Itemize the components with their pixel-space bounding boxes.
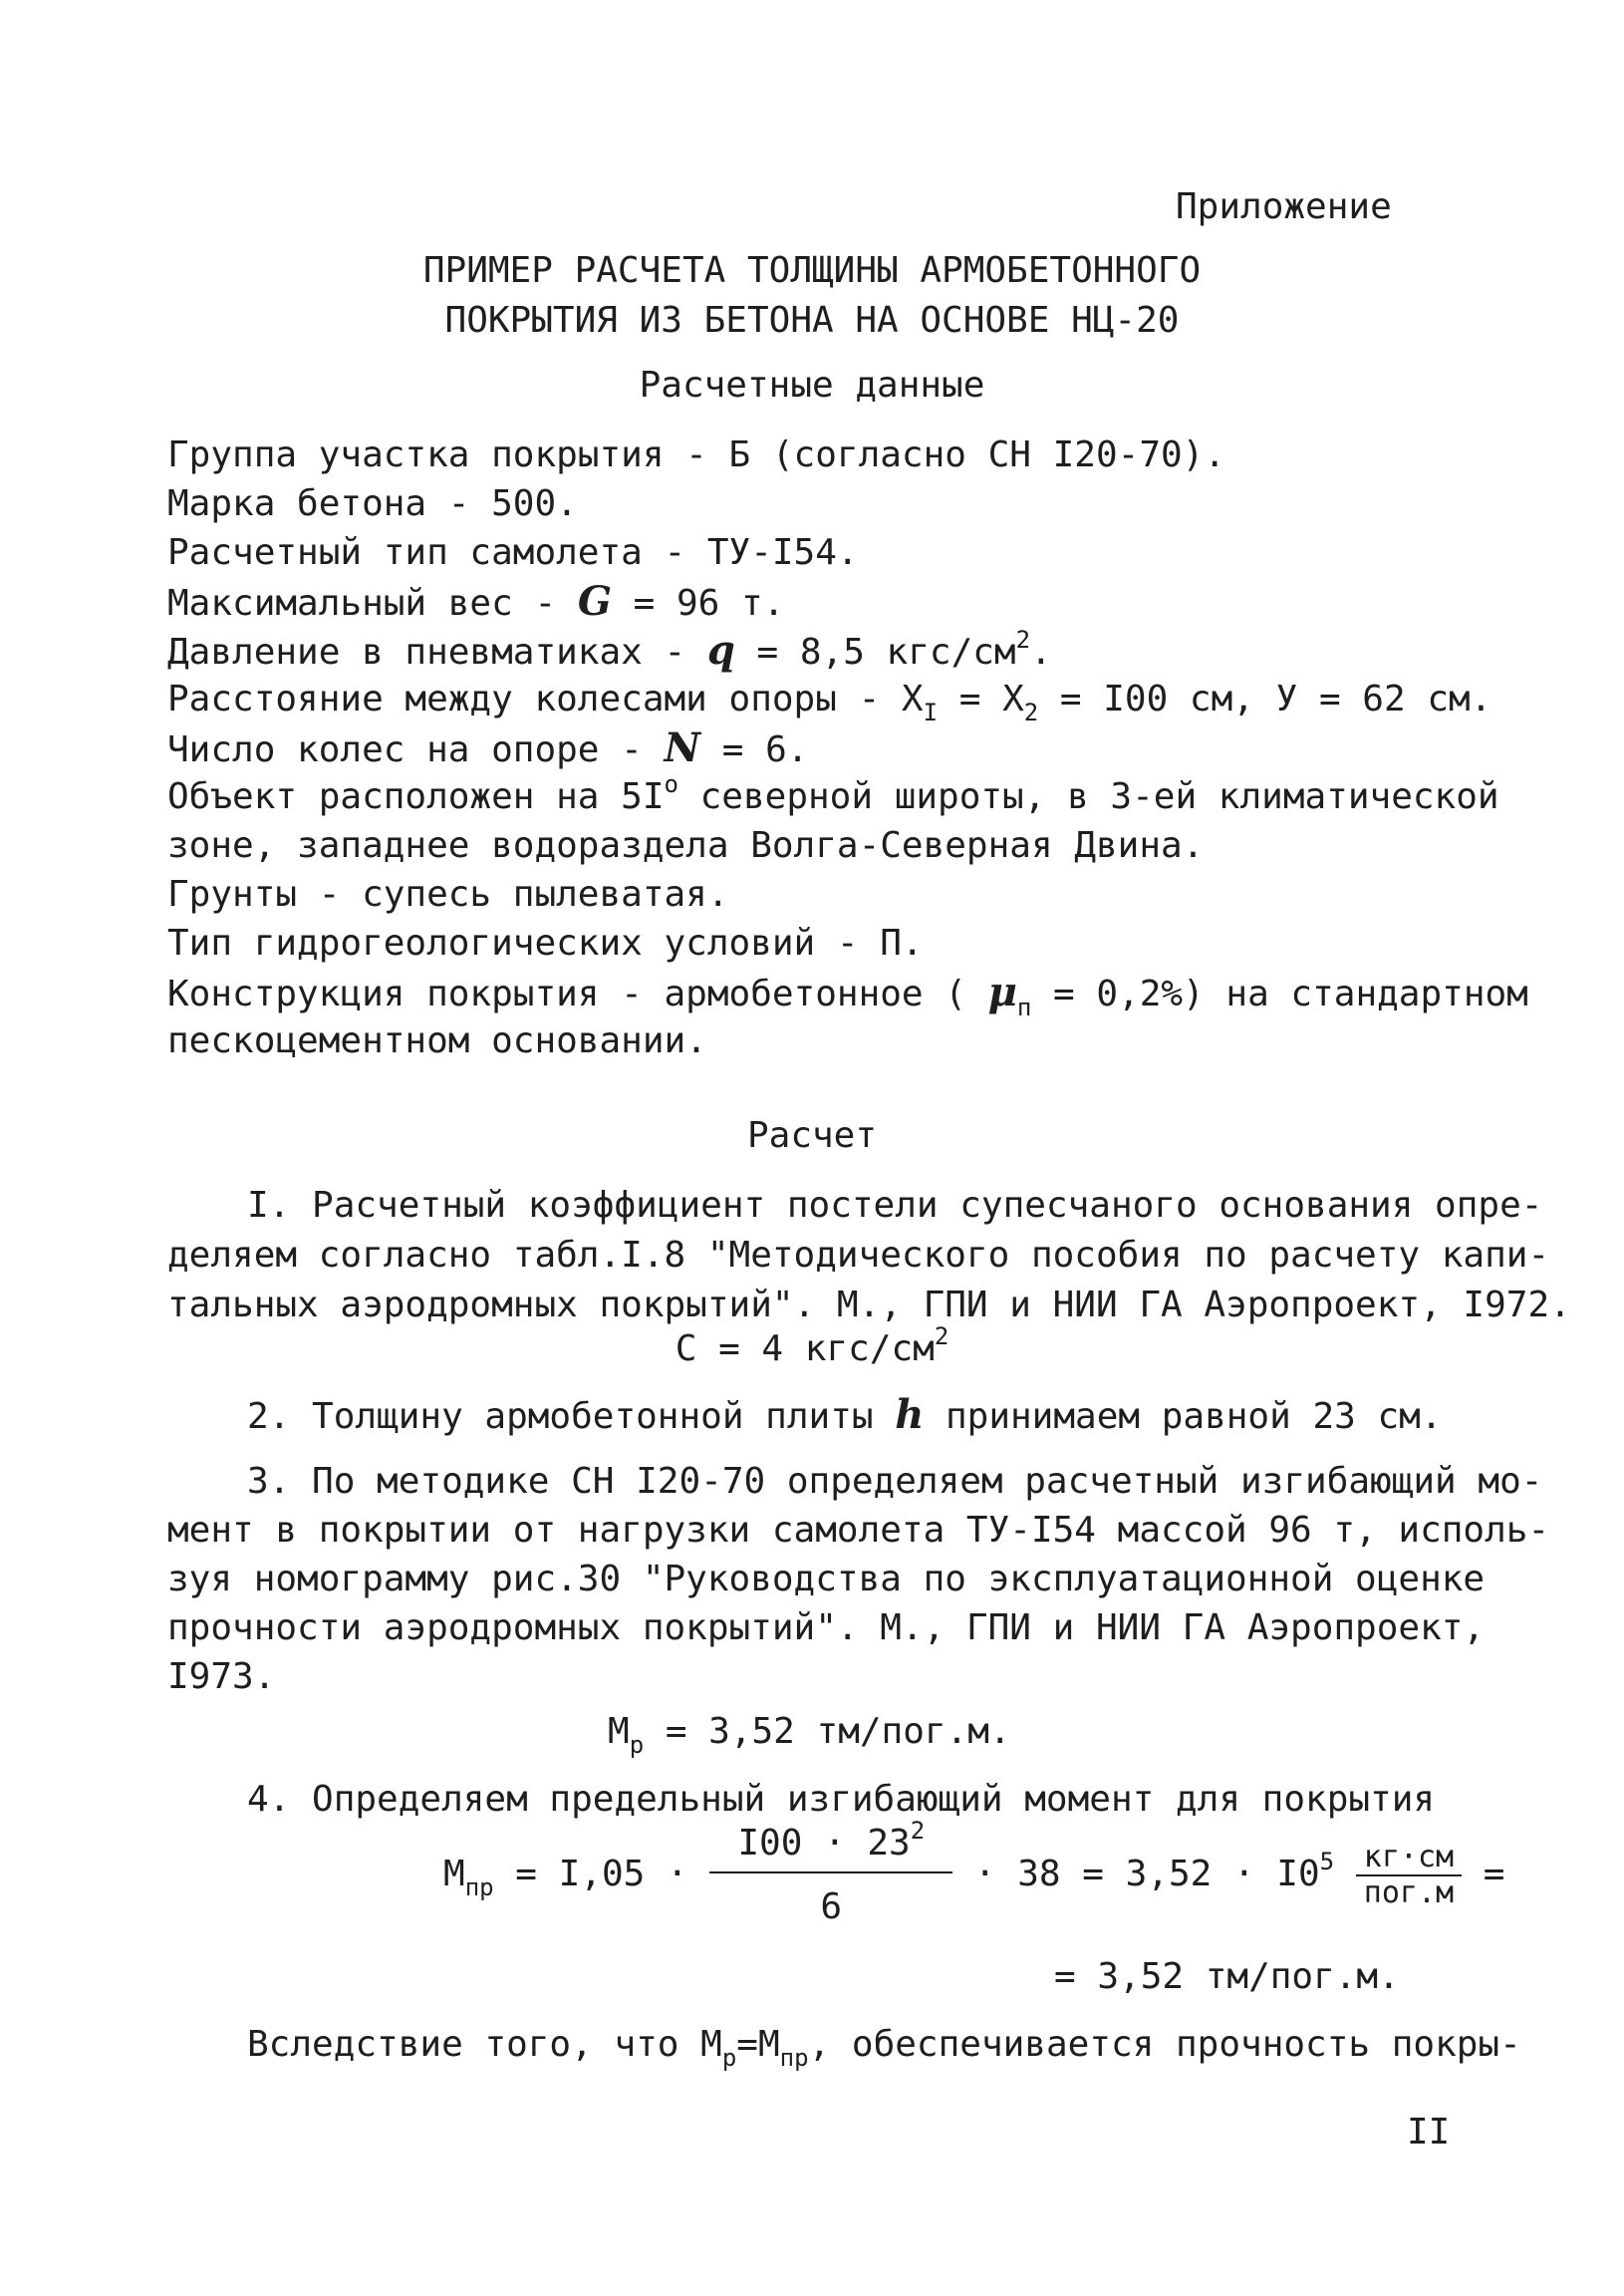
calc-p3-line-1: 3. По методике СН I20-70 определяем расчетный изгибающий мо- — [247, 1461, 1543, 1502]
calc-p1-line-3: тальных аэродромных покрытий". М., ГПИ и НИИ ГА Аэропроект, I972. — [167, 1285, 1571, 1325]
calc-p3-line-2: мент в покрытии от нагрузки самолета ТУ-I54 массой 96 т, исполь- — [167, 1510, 1550, 1551]
calc-p4-line-1: 4. Определяем предельный изгибающий момент для покрытия — [247, 1779, 1436, 1820]
data-line-tire-pressure: Давление в пневматиках - q = 8,5 кгс/$см^2$. — [167, 626, 1052, 674]
calc-p1-line-1: I. Расчетный коэффициент постели супесчаного основания опре- — [247, 1185, 1543, 1226]
calc-p3-equation: $M_р = 3,52$ тм/пог.м. — [608, 1711, 1011, 1759]
calc-p3-line-5: I973. — [167, 1656, 276, 1697]
calc-p3-line-3: зуя номограмму рис.30 "Руководства по эксплуатационной оценке — [167, 1559, 1486, 1599]
data-line-construction: Конструкция покрытия - армобетонное ( $\mu_п = 0,2\%$) на стандартном — [167, 969, 1528, 1021]
formula-main-fraction: $\frac{I00 \cdot 23^2}{6}$ — [709, 1822, 952, 1929]
section-heading-calculation: Расчет — [746, 1115, 878, 1156]
formula-unit-fraction: $\frac{кг\cdot см}{\text{пог.м}}$ — [1356, 1841, 1462, 1910]
data-line-hydro-conditions: Тип гидрогеологических условий - П. — [167, 923, 924, 964]
symbol-h: h — [895, 1391, 925, 1438]
data-line-max-weight: Максимальный вес - G = 96 т. — [167, 578, 785, 625]
limit-moment-formula: $M_{пр} = I,05$ · $\frac{I00 \cdot 23^2}{6}$ · $38 = 3,52 \cdot I0^5$ $\frac{кг\cdot см}{\text{пог.м}}$ = — [443, 1817, 1505, 1927]
calc-p1-equation: С = 4 кгс/$см^2$ — [675, 1322, 949, 1369]
conclusion-line: Вследствие того, что $M_р=M_{пр}$, обеспечивается прочность покры- — [247, 2024, 1521, 2072]
symbol-N: N — [664, 724, 701, 771]
appendix-label: Приложение — [1176, 186, 1392, 227]
limit-moment-result: = 3,52 тм/пог.м. — [1054, 1956, 1400, 1997]
data-line-pavement-group: Группа участка покрытия - Б (согласно СН I20-70). — [167, 434, 1226, 475]
calc-p2-line: 2. Толщину армобетонной плиты h принимаем равной 23 см. — [247, 1391, 1443, 1438]
calc-p1-line-2: деляем согласно табл.I.8 "Методического пособия по расчету капи- — [167, 1235, 1550, 1276]
data-line-concrete-grade: Марка бетона - 500. — [167, 483, 578, 524]
data-line-location-cont: зоне, западнее водораздела Волга-Северная Двина. — [167, 825, 1205, 866]
title-line-2: ПОКРЫТИЯ ИЗ БЕТОНА НА ОСНОВЕ НЦ-20 — [444, 300, 1180, 341]
calc-p3-line-4: прочности аэродромных покрытий". М., ГПИ и НИИ ГА Аэропроект, — [167, 1607, 1486, 1648]
data-line-location: Объект расположен на $5I^о$ северной широты, в 3-ей климатической — [167, 770, 1499, 817]
page-number: II — [1407, 2112, 1451, 2152]
data-line-construction-cont: пескоцементном основании. — [167, 1020, 707, 1061]
data-line-wheel-count: Число колес на опоре - N = 6. — [167, 724, 809, 771]
symbol-G: G — [577, 578, 612, 625]
symbol-q: q — [706, 627, 735, 674]
data-line-wheel-spacing: Расстояние между колесами опоры - $X_I = X_2 = I00$ см, У = 62 см. — [167, 679, 1492, 726]
symbol-mu: μ — [987, 969, 1017, 1015]
data-line-soils: Грунты - супесь пылеватая. — [167, 874, 729, 915]
section-heading-input-data: Расчетные данные — [639, 365, 985, 406]
data-line-aircraft-type: Расчетный тип самолета - ТУ-I54. — [167, 532, 859, 573]
title-line-1: ПРИМЕР РАСЧЕТА ТОЛЩИНЫ АРМОБЕТОННОГО — [422, 250, 1202, 291]
